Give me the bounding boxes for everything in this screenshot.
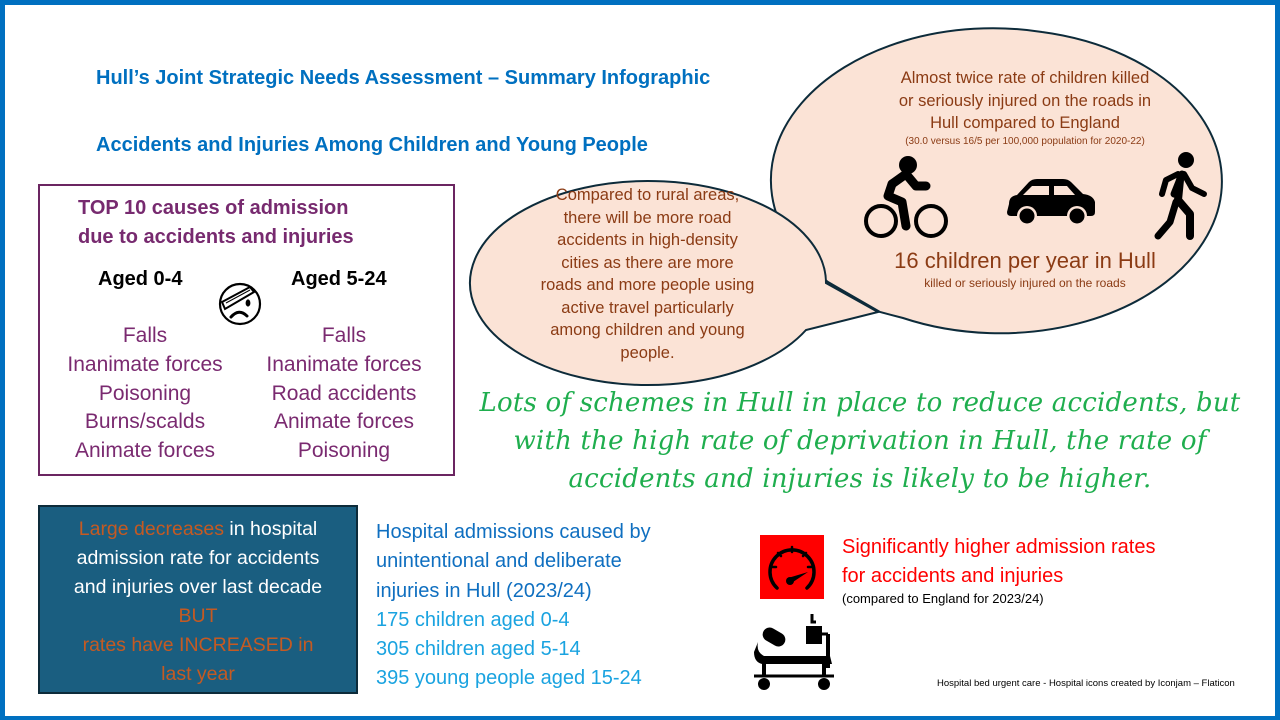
ksi-bubble-text: Almost twice rate of children killed or seriously injured on the roads in Hull compared to England (30.0 versus 16/5 per 100,000 population for 2020-22) <box>880 67 1170 149</box>
cause-item: Falls <box>122 324 168 347</box>
page-title: Hull’s Joint Strategic Needs Assessment – Summary Infographic <box>96 67 711 89</box>
age-group-label-5-24: Aged 5-24 <box>291 268 387 290</box>
age-group-label-0-4: Aged 0-4 <box>98 268 183 290</box>
hospital-bed-icon <box>752 612 836 692</box>
pedestrian-icon <box>1152 150 1216 242</box>
deprivation-note: Lots of schemes in Hull in place to reduce accidents, but with the high rate of deprivation in Hull, the rate of accidents and injuries is likely to be higher. <box>479 388 1241 494</box>
ksi-count-sub: killed or seriously injured on the roads <box>924 276 1126 290</box>
comparison-note: (compared to England for 2023/24) <box>842 591 1044 606</box>
cause-item: Inanimate forces <box>266 352 422 376</box>
top-causes-heading: TOP 10 causes of admission due to accidents and injuries <box>78 197 354 248</box>
cause-item: Animate forces <box>74 439 216 463</box>
ksi-rate-note: (30.0 versus 16/5 per 100,000 population for 2020-22) <box>905 135 1145 147</box>
cause-item: Poisoning <box>98 381 192 405</box>
icon-credit: Hospital bed urgent care - Hospital icons created by Iconjam – Flaticon <box>937 678 1235 689</box>
car-icon <box>1005 178 1097 226</box>
higher-admission-statement: Significantly higher admission rates for accidents and injuries <box>842 536 1156 587</box>
speedometer-icon <box>760 535 824 599</box>
rural-bubble-text: Compared to rural areas, there will be more road accidents in high-density cities as there are more roads and more people using active travel particularly among children and young people. <box>540 186 755 362</box>
ksi-count <box>880 247 1170 291</box>
cause-item: Falls <box>321 324 367 347</box>
admission-count-item: 305 children aged 5-14 <box>376 638 581 661</box>
bicycle-icon <box>862 152 950 242</box>
admission-count-item: 395 young people aged 15-24 <box>376 667 642 690</box>
page-subtitle: Accidents and Injuries Among Children and Young People <box>96 134 648 156</box>
cause-item: Poisoning <box>297 439 391 463</box>
cause-item: Road accidents <box>271 381 417 405</box>
admission-counts: Hospital admissions caused by unintentional and deliberate injuries in Hull (2023/24) 175 children aged 0-4 305 children aged 5-14 395 young people aged 15-24 <box>376 518 651 694</box>
admission-trend-box: Large decreases in hospital admission rate for accidents and injuries over last decade BUT rates have INCREASED in last year <box>38 505 358 694</box>
cause-item: Burns/scalds <box>84 410 206 434</box>
ksi-count-headline: 16 children per year in Hull <box>894 248 1156 273</box>
cause-item: Inanimate forces <box>67 352 223 376</box>
cause-item: Animate forces <box>273 410 415 434</box>
admission-count-item: 175 children aged 0-4 <box>376 608 570 631</box>
